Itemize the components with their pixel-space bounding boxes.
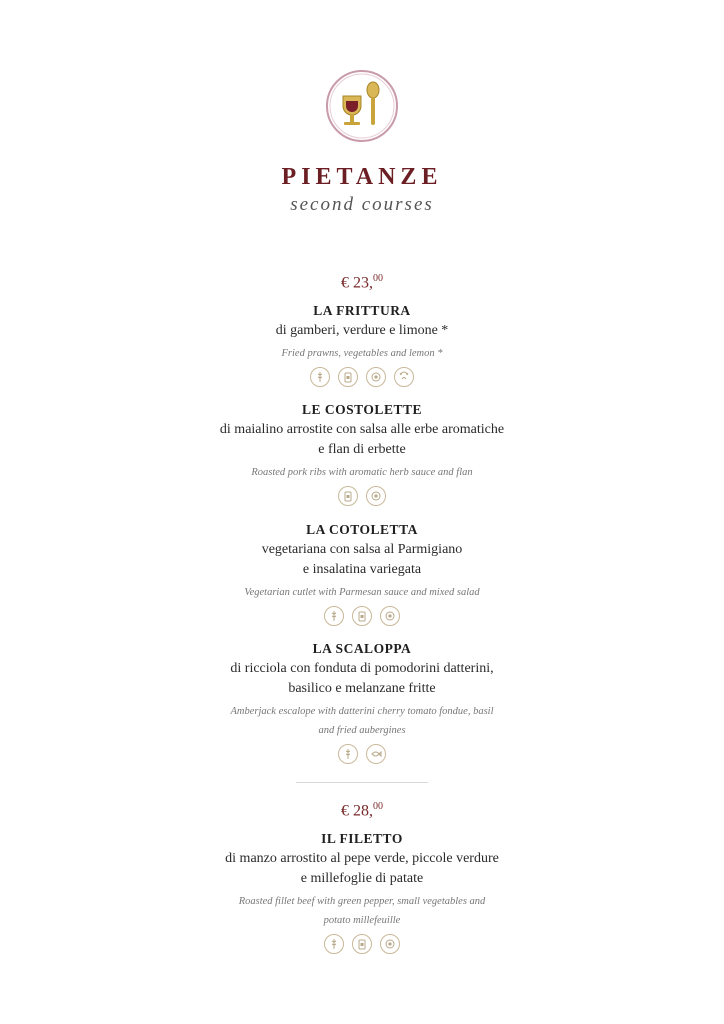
dish-description: e insalatina variegata [302, 562, 422, 577]
dish-description: di gamberi, verdure e limone * [275, 323, 449, 338]
dish-english: Amberjack escalope with datterini cherry tomato fondue, basil [230, 706, 494, 717]
section-price: € 28,00 [341, 801, 383, 820]
gluten-icon [324, 934, 344, 954]
egg-icon [366, 486, 386, 506]
dish-item [0, 829, 724, 954]
dish-item [0, 520, 724, 626]
dish-name: LA FRITTURA [313, 303, 411, 318]
dish-description: di ricciola con fonduta di pomodorini datterini, [230, 661, 494, 676]
dish-english: Roasted pork ribs with aromatic herb sauce and flan [251, 467, 473, 478]
allergen-icons [0, 606, 724, 626]
dish-description: e flan di erbette [318, 442, 406, 457]
dish-description: di maialino arrostite con salsa alle erbe aromatiche [219, 422, 505, 437]
dish-english: potato millefeuille [323, 915, 401, 926]
egg-icon [380, 606, 400, 626]
allergen-icons [0, 744, 724, 764]
allergen-icons [0, 367, 724, 387]
dish-description: basilico e melanzane fritte [288, 681, 436, 696]
allergen-icons [0, 486, 724, 506]
crustacean-icon [394, 367, 414, 387]
fish-icon [366, 744, 386, 764]
dish-item [0, 400, 724, 506]
dish-name: LA COTOLETTA [306, 522, 418, 537]
dish-item [0, 639, 724, 764]
gluten-icon [338, 744, 358, 764]
egg-icon [380, 934, 400, 954]
dish-english: and fried aubergines [318, 725, 406, 736]
dish-name: IL FILETTO [321, 831, 403, 846]
restaurant-logo-icon [324, 68, 400, 144]
page-subtitle: second courses [290, 194, 434, 215]
dish-description: vegetariana con salsa al Parmigiano [261, 542, 463, 557]
page-title: PIETANZE [281, 164, 443, 190]
dairy-icon [352, 934, 372, 954]
dish-description: e millefoglie di patate [300, 871, 424, 886]
gluten-icon [324, 606, 344, 626]
dish-description: di manzo arrostito al pepe verde, piccole verdure [225, 851, 499, 866]
section-price: € 23,00 [341, 273, 383, 292]
dish-name: LA SCALOPPA [312, 641, 412, 656]
section-divider [296, 782, 428, 783]
egg-icon [366, 367, 386, 387]
dish-name: LE COSTOLETTE [302, 402, 422, 417]
gluten-icon [310, 367, 330, 387]
dairy-icon [352, 606, 372, 626]
allergen-icons [0, 934, 724, 954]
dairy-icon [338, 367, 358, 387]
dish-english: Roasted fillet beef with green pepper, small vegetables and [238, 896, 486, 907]
dairy-icon [338, 486, 358, 506]
dish-english: Fried prawns, vegetables and lemon * [281, 348, 443, 359]
dish-item [0, 301, 724, 387]
dish-english: Vegetarian cutlet with Parmesan sauce and mixed salad [244, 587, 480, 598]
